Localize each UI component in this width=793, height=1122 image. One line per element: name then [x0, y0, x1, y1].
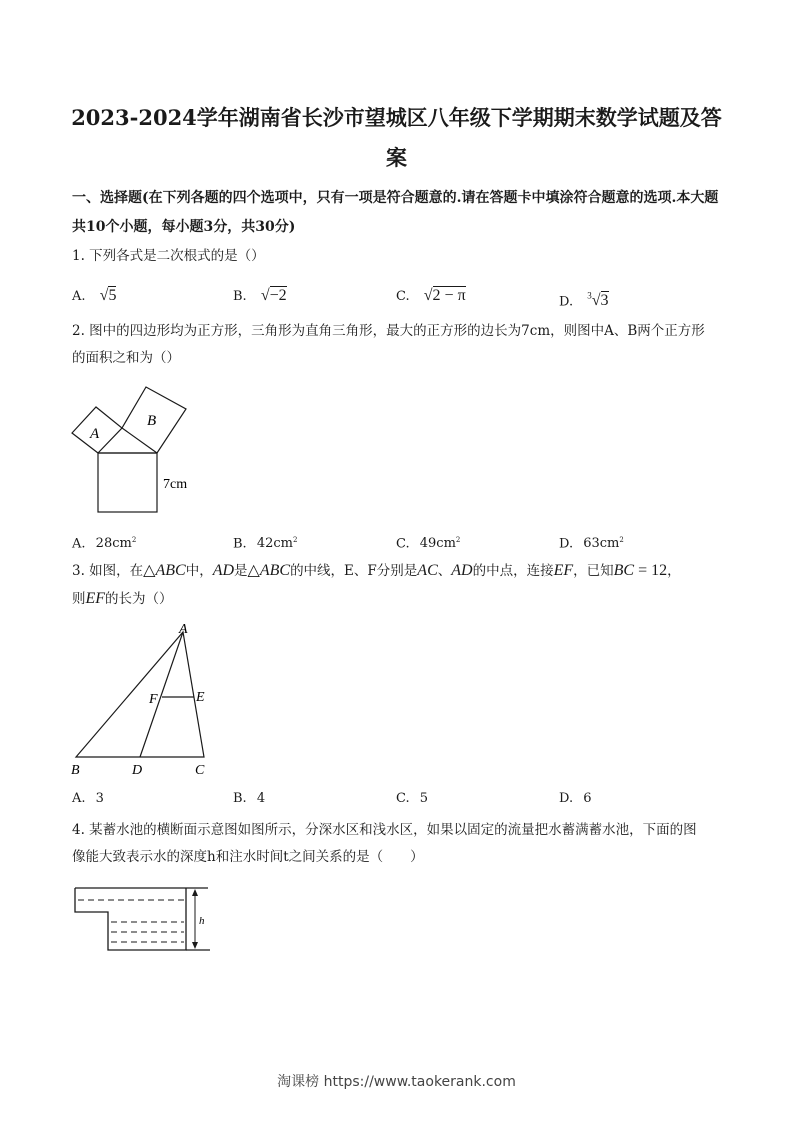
option-value: 4: [256, 791, 266, 806]
option-exponent: 2: [619, 536, 624, 544]
stem-text: 的中点，连接: [472, 563, 554, 579]
q3-option-b: [233, 789, 265, 809]
option-value: 28cm: [95, 536, 132, 552]
vertex-c-label: C: [195, 763, 205, 778]
point-d-label: D: [132, 763, 143, 778]
radicand: 2 − π: [432, 287, 466, 304]
stem-text: 3. 如图，在: [72, 563, 144, 579]
arrow-head-up: [192, 889, 198, 896]
vertex-a-label: A: [179, 622, 188, 637]
pool-outline: [75, 888, 186, 950]
option-exponent: 2: [131, 536, 137, 544]
math-ad: AD: [212, 562, 235, 579]
option-value: 63cm: [583, 536, 620, 552]
root-index: 3: [587, 291, 592, 301]
math-ad: AD: [451, 562, 473, 579]
question-3-line2: [72, 585, 722, 613]
point-e-label: E: [196, 690, 205, 705]
arrow-head-down: [192, 942, 198, 949]
q3-option-a: [72, 789, 104, 809]
question-4-stem: [72, 817, 722, 871]
option-label: D.: [559, 294, 574, 310]
math-triangle-abc: △ABC: [247, 562, 291, 579]
largest-square: [98, 453, 157, 512]
stem-text: 是: [234, 563, 248, 579]
option-label: B.: [233, 289, 247, 304]
q1-option-b: [233, 286, 287, 307]
label-a: A: [90, 426, 100, 442]
stem-text: ，已知: [573, 563, 614, 579]
math-bc: BC: [613, 562, 635, 579]
question-4-line1: 4. 某蓄水池的横断面示意图如图所示，分深水区和浅水区，如果以固定的流量把水蓄满蓄水池，下面的图: [72, 822, 697, 838]
option-label: A.: [72, 536, 86, 552]
q1-option-c: [396, 286, 466, 307]
triangle-abc: [76, 632, 204, 757]
option-label: C.: [396, 791, 410, 806]
q2-option-d: [559, 530, 624, 554]
option-value: 3: [95, 791, 104, 806]
math-triangle-abc: △ABC: [143, 562, 186, 579]
math-ef: EF: [85, 590, 106, 607]
stem-text: 中，: [185, 563, 213, 579]
section-heading-line2: 共10个小题，每小题3分，共30分): [72, 219, 296, 235]
squares-figure: [60, 380, 210, 520]
footer-watermark: 淘课榜 https://www.taokerank.com: [277, 1074, 516, 1090]
question-2-line2: 的面积之和为（）: [72, 350, 180, 366]
q3-option-d: [559, 789, 592, 809]
stem-text: 、: [437, 563, 452, 579]
stem-text: 的长为（）: [105, 591, 173, 607]
sqrt-expression: √2 − π: [423, 287, 466, 304]
label-b: B: [147, 413, 157, 429]
option-label: C.: [396, 289, 410, 304]
q3-option-c: [396, 789, 428, 809]
question-3-stem: [72, 557, 722, 613]
q1-option-a: [72, 286, 116, 307]
sqrt-expression: √−2: [260, 287, 287, 304]
math-ef: EF: [553, 562, 574, 579]
q2-option-b: [233, 530, 297, 554]
side-length-label: 7cm: [163, 477, 188, 492]
option-value: 6: [583, 791, 592, 806]
option-label: B.: [233, 536, 247, 552]
q2-option-c: [396, 530, 460, 554]
option-label: D.: [559, 791, 574, 806]
radicand: 3: [600, 292, 609, 310]
radicand: 5: [108, 287, 117, 304]
triangle-figure: [65, 618, 225, 780]
q1-option-d: [559, 286, 609, 312]
option-exponent: 2: [292, 536, 298, 544]
radicand: −2: [269, 287, 287, 304]
option-label: A.: [72, 289, 86, 304]
q2-option-a: [72, 530, 136, 554]
question-3-line1: [72, 557, 722, 585]
pool-cross-section-figure: [70, 880, 220, 960]
question-2-line1: 2. 图中的四边形均为正方形，三角形为直角三角形，最大的正方形的边长为7cm，则图中A、B两个正方形: [72, 323, 705, 339]
point-f-label: F: [149, 692, 158, 707]
stem-text: ，: [667, 563, 681, 579]
question-1-stem: 1. 下列各式是二次根式的是（）: [72, 248, 265, 264]
section-heading-line1: 一、选择题(在下列各题的四个选项中，只有一项是符合题意的.请在答题卡中填涂符合题意的选项.本大题: [72, 190, 719, 206]
option-value: 5: [419, 791, 429, 806]
question-4-line2: 像能大致表示水的深度h和注水时间t之间关系的是（ ）: [72, 849, 424, 865]
option-value: 42cm: [256, 536, 293, 552]
page-title-continued: 案: [386, 145, 407, 170]
sqrt-expression: √5: [99, 287, 117, 304]
vertex-b-label: B: [71, 763, 80, 778]
page-title: 2023-2024学年湖南省长沙市望城区八年级下学期期末数学试题及答: [71, 105, 722, 130]
option-value: 49cm: [419, 536, 456, 552]
cube-root-expression: $^3$√3: [587, 291, 609, 310]
option-label: B.: [233, 791, 247, 806]
option-label: D.: [559, 536, 574, 552]
math-equals-12: = 12: [634, 562, 668, 579]
option-label: A.: [72, 791, 86, 806]
question-2-stem: [72, 318, 722, 372]
stem-text: 则: [72, 591, 86, 607]
stem-text: 的中线，E、F分别是: [290, 563, 418, 579]
median-ad: [140, 632, 183, 757]
section-heading: [72, 184, 722, 242]
height-label: h: [199, 915, 205, 927]
math-ac: AC: [417, 562, 438, 579]
option-exponent: 2: [455, 536, 461, 544]
option-label: C.: [396, 536, 410, 552]
